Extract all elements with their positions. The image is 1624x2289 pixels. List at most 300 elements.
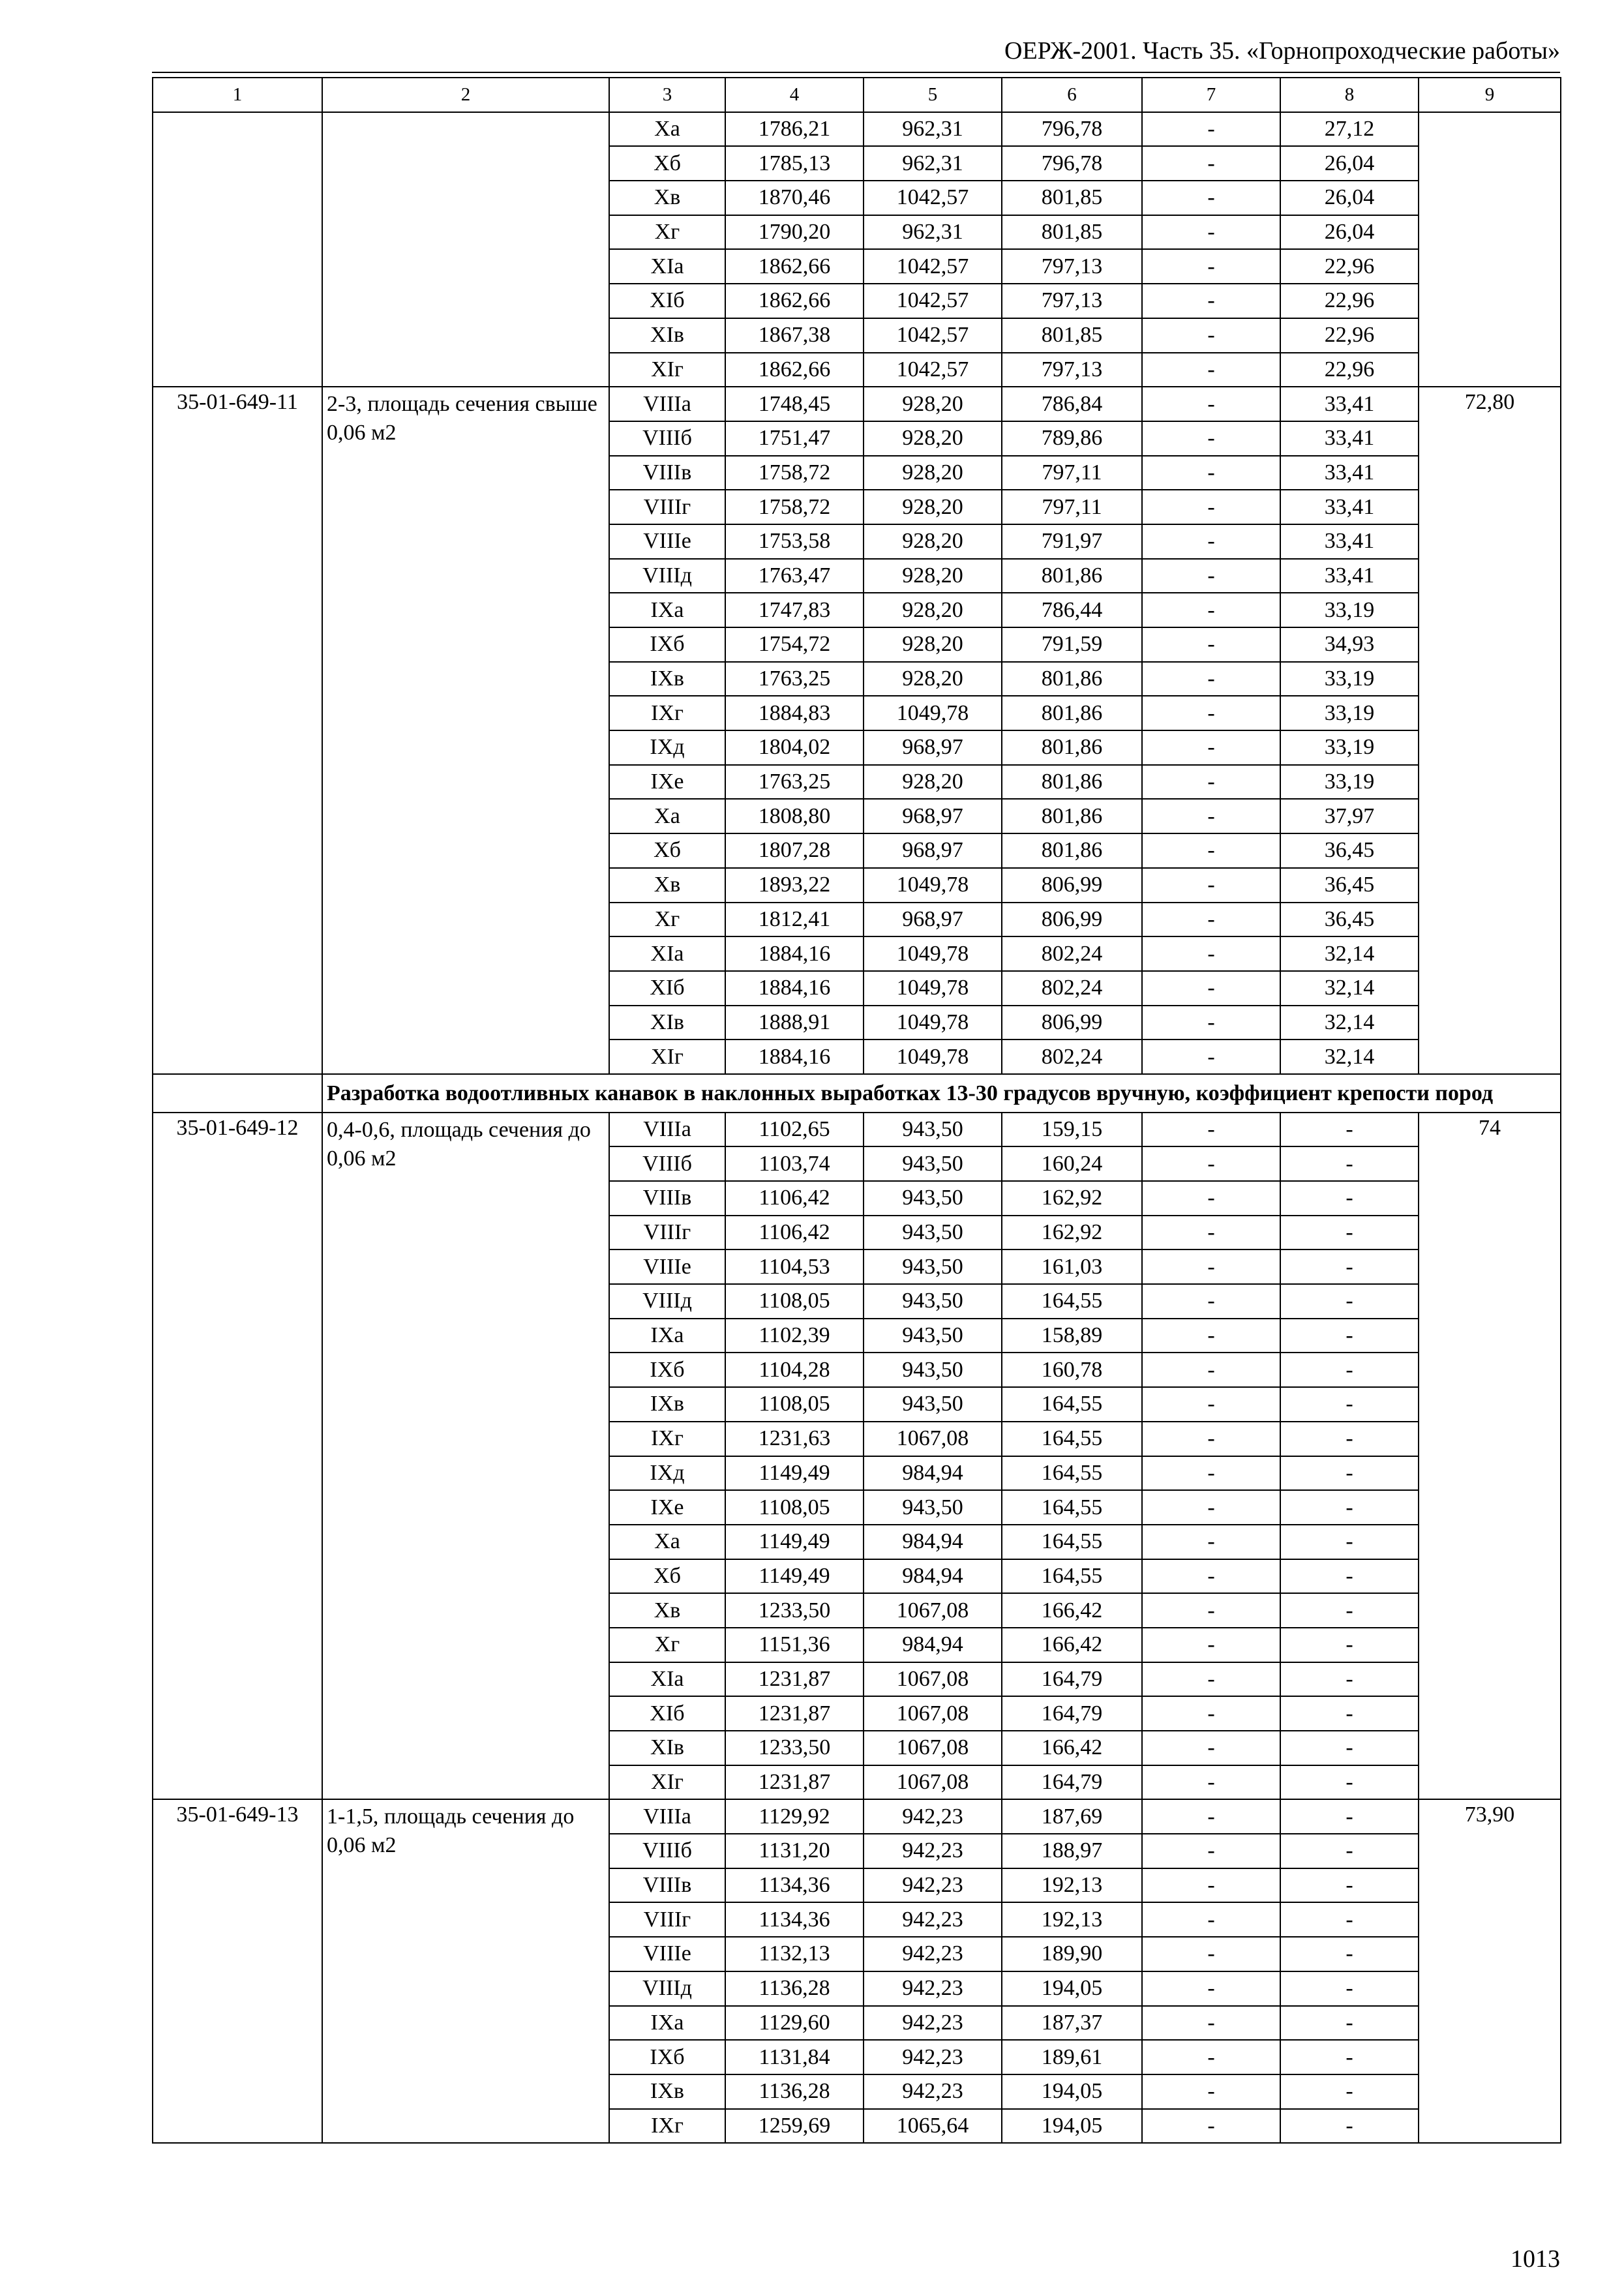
region-cell: VIIIe (609, 524, 725, 559)
column-number-cell: 9 (1419, 78, 1561, 112)
region-cell: VIIIг (609, 490, 725, 524)
region-cell: IXб (609, 2040, 725, 2074)
labor-cost-cell: 1042,57 (864, 353, 1002, 387)
labor-cost-cell: 943,50 (864, 1113, 1002, 1147)
region-cell: VIIIв (609, 1181, 725, 1216)
machine-cost-cell: 802,24 (1002, 1040, 1142, 1074)
region-cell: VIIIд (609, 559, 725, 593)
materials-cost-cell: 22,96 (1280, 284, 1419, 318)
total-cost-cell: 1763,25 (725, 765, 864, 800)
machinist-wage-cell: - (1142, 1731, 1280, 1765)
machine-cost-cell: 164,55 (1002, 1387, 1142, 1422)
machine-cost-cell: 796,78 (1002, 112, 1142, 147)
labor-cost-cell: 928,20 (864, 662, 1002, 696)
labor-cost-cell: 1049,78 (864, 1040, 1002, 1074)
region-cell: XIг (609, 1040, 725, 1074)
region-cell: IXe (609, 1490, 725, 1525)
machinist-wage-cell: - (1142, 593, 1280, 627)
total-cost-cell: 1149,49 (725, 1525, 864, 1559)
machinist-wage-cell: - (1142, 1387, 1280, 1422)
total-cost-cell: 1259,69 (725, 2109, 864, 2144)
machine-cost-cell: 159,15 (1002, 1113, 1142, 1147)
total-cost-cell: 1884,16 (725, 971, 864, 1006)
labor-cost-cell: 1067,08 (864, 1696, 1002, 1731)
labor-cost-cell: 942,23 (864, 1799, 1002, 1834)
total-cost-cell: 1786,21 (725, 112, 864, 147)
materials-cost-cell: - (1280, 2006, 1419, 2041)
region-cell: VIIIв (609, 1868, 725, 1903)
machine-cost-cell: 796,78 (1002, 146, 1142, 181)
machine-cost-cell: 162,92 (1002, 1216, 1142, 1250)
materials-cost-cell: - (1280, 1249, 1419, 1284)
region-cell: XIг (609, 1765, 725, 1800)
materials-cost-cell: 33,41 (1280, 456, 1419, 490)
labor-cost-cell: 942,23 (864, 1868, 1002, 1903)
table-row (153, 1113, 1561, 1147)
region-cell: Xa (609, 1525, 725, 1559)
machine-cost-cell: 189,90 (1002, 1937, 1142, 1971)
materials-cost-cell: - (1280, 1765, 1419, 1800)
machine-cost-cell: 194,05 (1002, 1971, 1142, 2006)
region-cell: Xa (609, 112, 725, 147)
column-number-cell: 5 (864, 78, 1002, 112)
machinist-wage-cell: - (1142, 1040, 1280, 1074)
machinist-wage-cell: - (1142, 765, 1280, 800)
total-cost-cell: 1233,50 (725, 1593, 864, 1628)
total-cost-cell: 1149,49 (725, 1456, 864, 1491)
region-cell: XIб (609, 284, 725, 318)
region-cell: IXг (609, 696, 725, 730)
labor-cost-cell: 968,97 (864, 799, 1002, 833)
machinist-wage-cell: - (1142, 1971, 1280, 2006)
machinist-wage-cell: - (1142, 1146, 1280, 1181)
rate-code-cell: 35-01-649-11 (153, 387, 322, 1074)
total-cost-cell: 1231,87 (725, 1662, 864, 1697)
region-cell: VIIIб (609, 1834, 725, 1868)
column-number-cell: 4 (725, 78, 864, 112)
machine-cost-cell: 789,86 (1002, 421, 1142, 456)
machinist-wage-cell: - (1142, 215, 1280, 250)
total-cost-cell: 1102,65 (725, 1113, 864, 1147)
machinist-wage-cell: - (1142, 1249, 1280, 1284)
total-cost-cell: 1149,49 (725, 1559, 864, 1594)
machine-cost-cell: 797,11 (1002, 456, 1142, 490)
machinist-wage-cell: - (1142, 181, 1280, 215)
region-cell: VIIIa (609, 1113, 725, 1147)
materials-cost-cell: 27,12 (1280, 112, 1419, 147)
materials-cost-cell: 33,41 (1280, 421, 1419, 456)
machine-cost-cell: 187,37 (1002, 2006, 1142, 2041)
machine-cost-cell: 797,11 (1002, 490, 1142, 524)
total-cost-cell: 1151,36 (725, 1628, 864, 1662)
region-cell: XIв (609, 1006, 725, 1040)
labor-cost-cell: 1067,08 (864, 1593, 1002, 1628)
total-cost-cell: 1884,16 (725, 1040, 864, 1074)
materials-cost-cell: - (1280, 1799, 1419, 1834)
region-cell: VIIIб (609, 1146, 725, 1181)
machine-cost-cell: 802,24 (1002, 936, 1142, 971)
region-cell: IXд (609, 730, 725, 765)
labor-cost-cell: 928,20 (864, 559, 1002, 593)
machine-cost-cell: 158,89 (1002, 1319, 1142, 1353)
total-cost-cell: 1867,38 (725, 318, 864, 353)
machinist-wage-cell: - (1142, 112, 1280, 147)
machinist-wage-cell: - (1142, 559, 1280, 593)
machine-cost-cell: 166,42 (1002, 1628, 1142, 1662)
total-cost-cell: 1102,39 (725, 1319, 864, 1353)
machine-cost-cell: 806,99 (1002, 868, 1142, 903)
table-row (153, 1799, 1561, 1834)
labor-cost-cell: 1042,57 (864, 284, 1002, 318)
machinist-wage-cell: - (1142, 696, 1280, 730)
machine-cost-cell: 802,24 (1002, 971, 1142, 1006)
machine-cost-cell: 164,55 (1002, 1525, 1142, 1559)
machinist-wage-cell: - (1142, 936, 1280, 971)
region-cell: Xa (609, 799, 725, 833)
materials-cost-cell: 34,93 (1280, 627, 1419, 662)
labor-cost-cell: 1042,57 (864, 249, 1002, 284)
rate-code-cell: 35-01-649-12 (153, 1113, 322, 1800)
region-cell: XIв (609, 318, 725, 353)
machine-cost-cell: 192,13 (1002, 1902, 1142, 1937)
total-cost-cell: 1134,36 (725, 1868, 864, 1903)
section-blank-cell (153, 1074, 322, 1113)
materials-cost-cell: - (1280, 1146, 1419, 1181)
labor-cost-cell: 984,94 (864, 1525, 1002, 1559)
region-cell: Xг (609, 1628, 725, 1662)
labor-cost-cell: 928,20 (864, 490, 1002, 524)
labor-hours-cell: 72,80 (1419, 387, 1561, 1074)
machinist-wage-cell: - (1142, 1765, 1280, 1800)
region-cell: VIIIa (609, 1799, 725, 1834)
machine-cost-cell: 801,86 (1002, 765, 1142, 800)
labor-cost-cell: 1049,78 (864, 971, 1002, 1006)
materials-cost-cell: 22,96 (1280, 353, 1419, 387)
materials-cost-cell: 32,14 (1280, 1006, 1419, 1040)
machine-cost-cell: 797,13 (1002, 353, 1142, 387)
labor-cost-cell: 928,20 (864, 593, 1002, 627)
total-cost-cell: 1807,28 (725, 833, 864, 868)
labor-cost-cell: 1042,57 (864, 181, 1002, 215)
labor-hours-cell: 73,90 (1419, 1799, 1561, 2143)
materials-cost-cell: 33,19 (1280, 593, 1419, 627)
total-cost-cell: 1103,74 (725, 1146, 864, 1181)
materials-cost-cell: - (1280, 1902, 1419, 1937)
machinist-wage-cell: - (1142, 387, 1280, 421)
materials-cost-cell: 22,96 (1280, 318, 1419, 353)
total-cost-cell: 1763,25 (725, 662, 864, 696)
table-row (153, 387, 1561, 421)
labor-cost-cell: 1049,78 (864, 868, 1002, 903)
labor-cost-cell: 942,23 (864, 2040, 1002, 2074)
machinist-wage-cell: - (1142, 1525, 1280, 1559)
total-cost-cell: 1812,41 (725, 903, 864, 937)
region-cell: Xб (609, 833, 725, 868)
labor-hours-cell (1419, 112, 1561, 387)
materials-cost-cell: - (1280, 1696, 1419, 1731)
machine-cost-cell: 801,85 (1002, 181, 1142, 215)
column-number-row (153, 78, 1561, 112)
total-cost-cell: 1804,02 (725, 730, 864, 765)
labor-cost-cell: 984,94 (864, 1559, 1002, 1594)
rates-table (152, 77, 1561, 2144)
labor-cost-cell: 943,50 (864, 1216, 1002, 1250)
rate-code-cell (153, 112, 322, 387)
materials-cost-cell: - (1280, 1525, 1419, 1559)
machine-cost-cell: 160,24 (1002, 1146, 1142, 1181)
region-cell: XIг (609, 353, 725, 387)
region-cell: Xб (609, 1559, 725, 1594)
total-cost-cell: 1753,58 (725, 524, 864, 559)
labor-cost-cell: 943,50 (864, 1319, 1002, 1353)
region-cell: XIб (609, 1696, 725, 1731)
total-cost-cell: 1231,87 (725, 1765, 864, 1800)
materials-cost-cell: - (1280, 2109, 1419, 2144)
machine-cost-cell: 164,79 (1002, 1662, 1142, 1697)
labor-cost-cell: 943,50 (864, 1146, 1002, 1181)
machine-cost-cell: 806,99 (1002, 903, 1142, 937)
total-cost-cell: 1108,05 (725, 1284, 864, 1319)
column-number-cell: 7 (1142, 78, 1280, 112)
machine-cost-cell: 194,05 (1002, 2074, 1142, 2109)
machine-cost-cell: 164,79 (1002, 1765, 1142, 1800)
labor-cost-cell: 943,50 (864, 1387, 1002, 1422)
machine-cost-cell: 188,97 (1002, 1834, 1142, 1868)
total-cost-cell: 1763,47 (725, 559, 864, 593)
machinist-wage-cell: - (1142, 2040, 1280, 2074)
machinist-wage-cell: - (1142, 1628, 1280, 1662)
labor-cost-cell: 1042,57 (864, 318, 1002, 353)
machinist-wage-cell: - (1142, 730, 1280, 765)
machinist-wage-cell: - (1142, 1113, 1280, 1147)
column-number-cell: 6 (1002, 78, 1142, 112)
total-cost-cell: 1108,05 (725, 1387, 864, 1422)
region-cell: VIIIд (609, 1284, 725, 1319)
region-cell: XIa (609, 936, 725, 971)
machinist-wage-cell: - (1142, 662, 1280, 696)
column-number-cell: 2 (322, 78, 609, 112)
region-cell: IXв (609, 1387, 725, 1422)
region-cell: VIIIг (609, 1902, 725, 1937)
machine-cost-cell: 801,86 (1002, 730, 1142, 765)
machine-cost-cell: 801,86 (1002, 799, 1142, 833)
region-cell: XIб (609, 971, 725, 1006)
machine-cost-cell: 801,85 (1002, 215, 1142, 250)
machinist-wage-cell: - (1142, 146, 1280, 181)
region-cell: IXa (609, 593, 725, 627)
materials-cost-cell: 33,41 (1280, 559, 1419, 593)
materials-cost-cell: - (1280, 1628, 1419, 1662)
page-header-title: ОЕРЖ-2001. Часть 35. «Горнопроходческие работы» (1004, 37, 1560, 65)
region-cell: IXб (609, 1353, 725, 1387)
region-cell: Xв (609, 181, 725, 215)
labor-cost-cell: 1049,78 (864, 696, 1002, 730)
region-cell: VIIIe (609, 1937, 725, 1971)
machinist-wage-cell: - (1142, 1181, 1280, 1216)
materials-cost-cell: 37,97 (1280, 799, 1419, 833)
region-cell: Xг (609, 903, 725, 937)
total-cost-cell: 1136,28 (725, 2074, 864, 2109)
total-cost-cell: 1136,28 (725, 1971, 864, 2006)
total-cost-cell: 1751,47 (725, 421, 864, 456)
section-title-row (153, 1074, 1561, 1113)
region-cell: IXe (609, 765, 725, 800)
materials-cost-cell: - (1280, 2074, 1419, 2109)
machinist-wage-cell: - (1142, 1353, 1280, 1387)
labor-cost-cell: 962,31 (864, 146, 1002, 181)
total-cost-cell: 1754,72 (725, 627, 864, 662)
machinist-wage-cell: - (1142, 833, 1280, 868)
labor-cost-cell: 984,94 (864, 1628, 1002, 1662)
materials-cost-cell: 26,04 (1280, 215, 1419, 250)
machinist-wage-cell: - (1142, 1456, 1280, 1491)
section-title: Разработка водоотливных канавок в наклонных выработках 13-30 градусов вручную, коэффициент крепости пород (322, 1074, 1561, 1113)
machine-cost-cell: 166,42 (1002, 1593, 1142, 1628)
machinist-wage-cell: - (1142, 1284, 1280, 1319)
labor-cost-cell: 1067,08 (864, 1662, 1002, 1697)
machinist-wage-cell: - (1142, 249, 1280, 284)
total-cost-cell: 1134,36 (725, 1902, 864, 1937)
machinist-wage-cell: - (1142, 1696, 1280, 1731)
column-number-cell: 1 (153, 78, 322, 112)
machinist-wage-cell: - (1142, 1868, 1280, 1903)
machinist-wage-cell: - (1142, 421, 1280, 456)
labor-cost-cell: 928,20 (864, 421, 1002, 456)
total-cost-cell: 1884,16 (725, 936, 864, 971)
labor-cost-cell: 943,50 (864, 1490, 1002, 1525)
machine-cost-cell: 806,99 (1002, 1006, 1142, 1040)
labor-cost-cell: 984,94 (864, 1456, 1002, 1491)
total-cost-cell: 1888,91 (725, 1006, 864, 1040)
total-cost-cell: 1758,72 (725, 490, 864, 524)
machinist-wage-cell: - (1142, 490, 1280, 524)
total-cost-cell: 1131,20 (725, 1834, 864, 1868)
labor-cost-cell: 928,20 (864, 524, 1002, 559)
labor-cost-cell: 928,20 (864, 765, 1002, 800)
materials-cost-cell: - (1280, 1490, 1419, 1525)
machinist-wage-cell: - (1142, 1422, 1280, 1456)
region-cell: Xб (609, 146, 725, 181)
machinist-wage-cell: - (1142, 1319, 1280, 1353)
total-cost-cell: 1870,46 (725, 181, 864, 215)
machine-cost-cell: 189,61 (1002, 2040, 1142, 2074)
machinist-wage-cell: - (1142, 1216, 1280, 1250)
total-cost-cell: 1106,42 (725, 1181, 864, 1216)
labor-cost-cell: 1065,64 (864, 2109, 1002, 2144)
region-cell: XIв (609, 1731, 725, 1765)
region-cell: IXб (609, 627, 725, 662)
materials-cost-cell: 33,19 (1280, 765, 1419, 800)
total-cost-cell: 1231,87 (725, 1696, 864, 1731)
machinist-wage-cell: - (1142, 1799, 1280, 1834)
materials-cost-cell: 33,19 (1280, 730, 1419, 765)
total-cost-cell: 1862,66 (725, 284, 864, 318)
total-cost-cell: 1748,45 (725, 387, 864, 421)
labor-cost-cell: 943,50 (864, 1249, 1002, 1284)
machine-cost-cell: 791,97 (1002, 524, 1142, 559)
machinist-wage-cell: - (1142, 1662, 1280, 1697)
region-cell: XIa (609, 249, 725, 284)
table-body (153, 78, 1561, 2143)
region-cell: Xв (609, 1593, 725, 1628)
total-cost-cell: 1108,05 (725, 1490, 864, 1525)
labor-cost-cell: 1049,78 (864, 936, 1002, 971)
materials-cost-cell: - (1280, 1868, 1419, 1903)
labor-cost-cell: 942,23 (864, 1902, 1002, 1937)
labor-cost-cell: 968,97 (864, 730, 1002, 765)
page-number: 1013 (1511, 2245, 1560, 2273)
machinist-wage-cell: - (1142, 318, 1280, 353)
machinist-wage-cell: - (1142, 1593, 1280, 1628)
materials-cost-cell: 36,45 (1280, 833, 1419, 868)
labor-cost-cell: 1067,08 (864, 1731, 1002, 1765)
materials-cost-cell: - (1280, 1834, 1419, 1868)
machine-cost-cell: 192,13 (1002, 1868, 1142, 1903)
materials-cost-cell: - (1280, 1971, 1419, 2006)
region-cell: IXг (609, 2109, 725, 2144)
region-cell: XIa (609, 1662, 725, 1697)
materials-cost-cell: 33,19 (1280, 662, 1419, 696)
materials-cost-cell: - (1280, 1559, 1419, 1594)
rate-description-cell: 1-1,5, площадь сечения до 0,06 м2 (322, 1799, 609, 2143)
machine-cost-cell: 791,59 (1002, 627, 1142, 662)
materials-cost-cell: 26,04 (1280, 181, 1419, 215)
machine-cost-cell: 801,86 (1002, 559, 1142, 593)
machine-cost-cell: 160,78 (1002, 1353, 1142, 1387)
machine-cost-cell: 797,13 (1002, 284, 1142, 318)
region-cell: VIIIг (609, 1216, 725, 1250)
region-cell: IXa (609, 2006, 725, 2041)
machine-cost-cell: 161,03 (1002, 1249, 1142, 1284)
materials-cost-cell: - (1280, 1662, 1419, 1697)
machinist-wage-cell: - (1142, 627, 1280, 662)
materials-cost-cell: - (1280, 1113, 1419, 1147)
machinist-wage-cell: - (1142, 903, 1280, 937)
region-cell: VIIIб (609, 421, 725, 456)
machine-cost-cell: 164,55 (1002, 1490, 1142, 1525)
region-cell: IXв (609, 662, 725, 696)
machinist-wage-cell: - (1142, 1834, 1280, 1868)
total-cost-cell: 1104,53 (725, 1249, 864, 1284)
machine-cost-cell: 187,69 (1002, 1799, 1142, 1834)
region-cell: IXв (609, 2074, 725, 2109)
total-cost-cell: 1884,83 (725, 696, 864, 730)
materials-cost-cell: - (1280, 1731, 1419, 1765)
column-number-cell: 3 (609, 78, 725, 112)
materials-cost-cell: - (1280, 1422, 1419, 1456)
total-cost-cell: 1790,20 (725, 215, 864, 250)
machinist-wage-cell: - (1142, 1937, 1280, 1971)
materials-cost-cell: 33,41 (1280, 524, 1419, 559)
labor-hours-cell: 74 (1419, 1113, 1561, 1800)
total-cost-cell: 1129,60 (725, 2006, 864, 2041)
machine-cost-cell: 786,84 (1002, 387, 1142, 421)
machinist-wage-cell: - (1142, 2006, 1280, 2041)
total-cost-cell: 1106,42 (725, 1216, 864, 1250)
labor-cost-cell: 928,20 (864, 456, 1002, 490)
total-cost-cell: 1231,63 (725, 1422, 864, 1456)
region-cell: IXa (609, 1319, 725, 1353)
total-cost-cell: 1862,66 (725, 249, 864, 284)
total-cost-cell: 1233,50 (725, 1731, 864, 1765)
total-cost-cell: 1104,28 (725, 1353, 864, 1387)
materials-cost-cell: 22,96 (1280, 249, 1419, 284)
labor-cost-cell: 968,97 (864, 833, 1002, 868)
machinist-wage-cell: - (1142, 284, 1280, 318)
machine-cost-cell: 786,44 (1002, 593, 1142, 627)
total-cost-cell: 1131,84 (725, 2040, 864, 2074)
machine-cost-cell: 194,05 (1002, 2109, 1142, 2144)
